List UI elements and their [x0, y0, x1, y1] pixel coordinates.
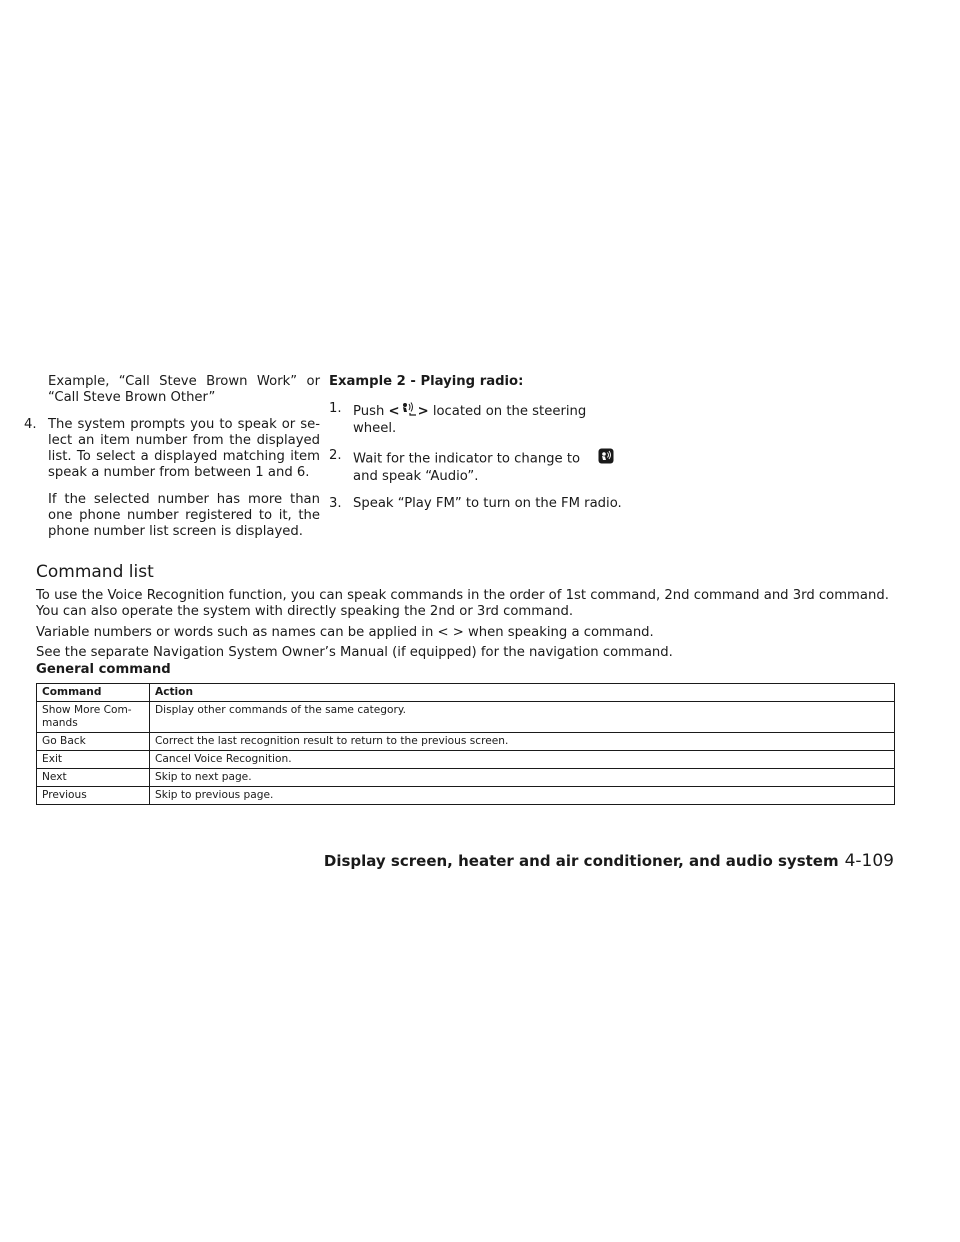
column-header-command: Command — [37, 684, 150, 702]
step-3 — [329, 496, 629, 512]
section-title: Command list — [36, 562, 154, 582]
step-number: 2. — [329, 448, 342, 463]
step-number: 3. — [329, 496, 342, 511]
angle-close: > — [417, 404, 429, 419]
paragraph-navigation: See the separate Navigation System Owner’s Manual (if equipped) for the navigation command. — [36, 645, 673, 660]
angle-open: < — [388, 404, 400, 419]
table-header-row — [37, 684, 895, 702]
page-footer — [324, 851, 894, 871]
left-column — [24, 374, 320, 551]
table-row — [37, 733, 895, 751]
right-column — [329, 374, 629, 523]
action-cell: Display other commands of the same category. — [150, 702, 895, 733]
command-cell: Next — [37, 769, 150, 787]
voice-talk-switch-icon — [400, 401, 418, 421]
step-2 — [329, 448, 629, 485]
command-table — [36, 683, 895, 805]
step-text-start: Wait for the indicator to change to — [353, 451, 581, 467]
paragraph-voice-recognition: To use the Voice Recognition function, you can speak commands in the order of 1st command, 2nd command and 3rd command. You can also operate the system with directly speaking the 2nd or 3rd command. — [36, 588, 889, 619]
command-cell: Show More Com-mands — [37, 702, 150, 733]
step-number: 4. — [24, 417, 37, 432]
example-text: Example, “Call Steve Brown Work” or “Call Steve Brown Other” — [48, 374, 320, 405]
paragraph-variables: Variable numbers or words such as names can be applied in < > when speaking a command. — [36, 625, 654, 640]
action-cell: Skip to previous page. — [150, 787, 895, 805]
action-cell: Correct the last recognition result to return to the previous screen. — [150, 733, 895, 751]
table-row — [37, 751, 895, 769]
command-cell: Go Back — [37, 733, 150, 751]
table-row — [37, 769, 895, 787]
command-cell: Previous — [37, 787, 150, 805]
step-text — [353, 401, 629, 437]
table-row — [37, 702, 895, 733]
step-text: Speak “Play FM” to turn on the FM radio. — [353, 496, 622, 511]
voice-indicator-icon — [598, 448, 614, 469]
action-cell: Cancel Voice Recognition. — [150, 751, 895, 769]
page-number: 4-109 — [844, 851, 894, 871]
footer-chapter-title: Display screen, heater and air conditioner, and audio system — [323, 852, 839, 870]
step-text: The system prompts you to speak or se-lect an item number from the displayed list. To select a displayed matching item speak a number from between 1 and 6. — [48, 417, 320, 480]
step-text — [353, 448, 629, 485]
step-text-end: located on the steering wheel. — [353, 404, 587, 436]
table-row — [37, 787, 895, 805]
command-cell: Exit — [37, 751, 150, 769]
step-4-note: If the selected number has more than one phone number registered to it, the phone number list screen is displayed. — [48, 492, 320, 539]
step-text-start: Push — [353, 404, 389, 419]
action-cell: Skip to next page. — [150, 769, 895, 787]
example-2-heading: Example 2 - Playing radio: — [329, 374, 524, 389]
column-header-action: Action — [150, 684, 895, 702]
step-4 — [24, 417, 320, 481]
step-text-end: and speak “Audio”. — [353, 469, 479, 484]
step-number: 1. — [329, 401, 342, 416]
step-1 — [329, 401, 629, 437]
general-command-heading: General command — [36, 662, 171, 677]
